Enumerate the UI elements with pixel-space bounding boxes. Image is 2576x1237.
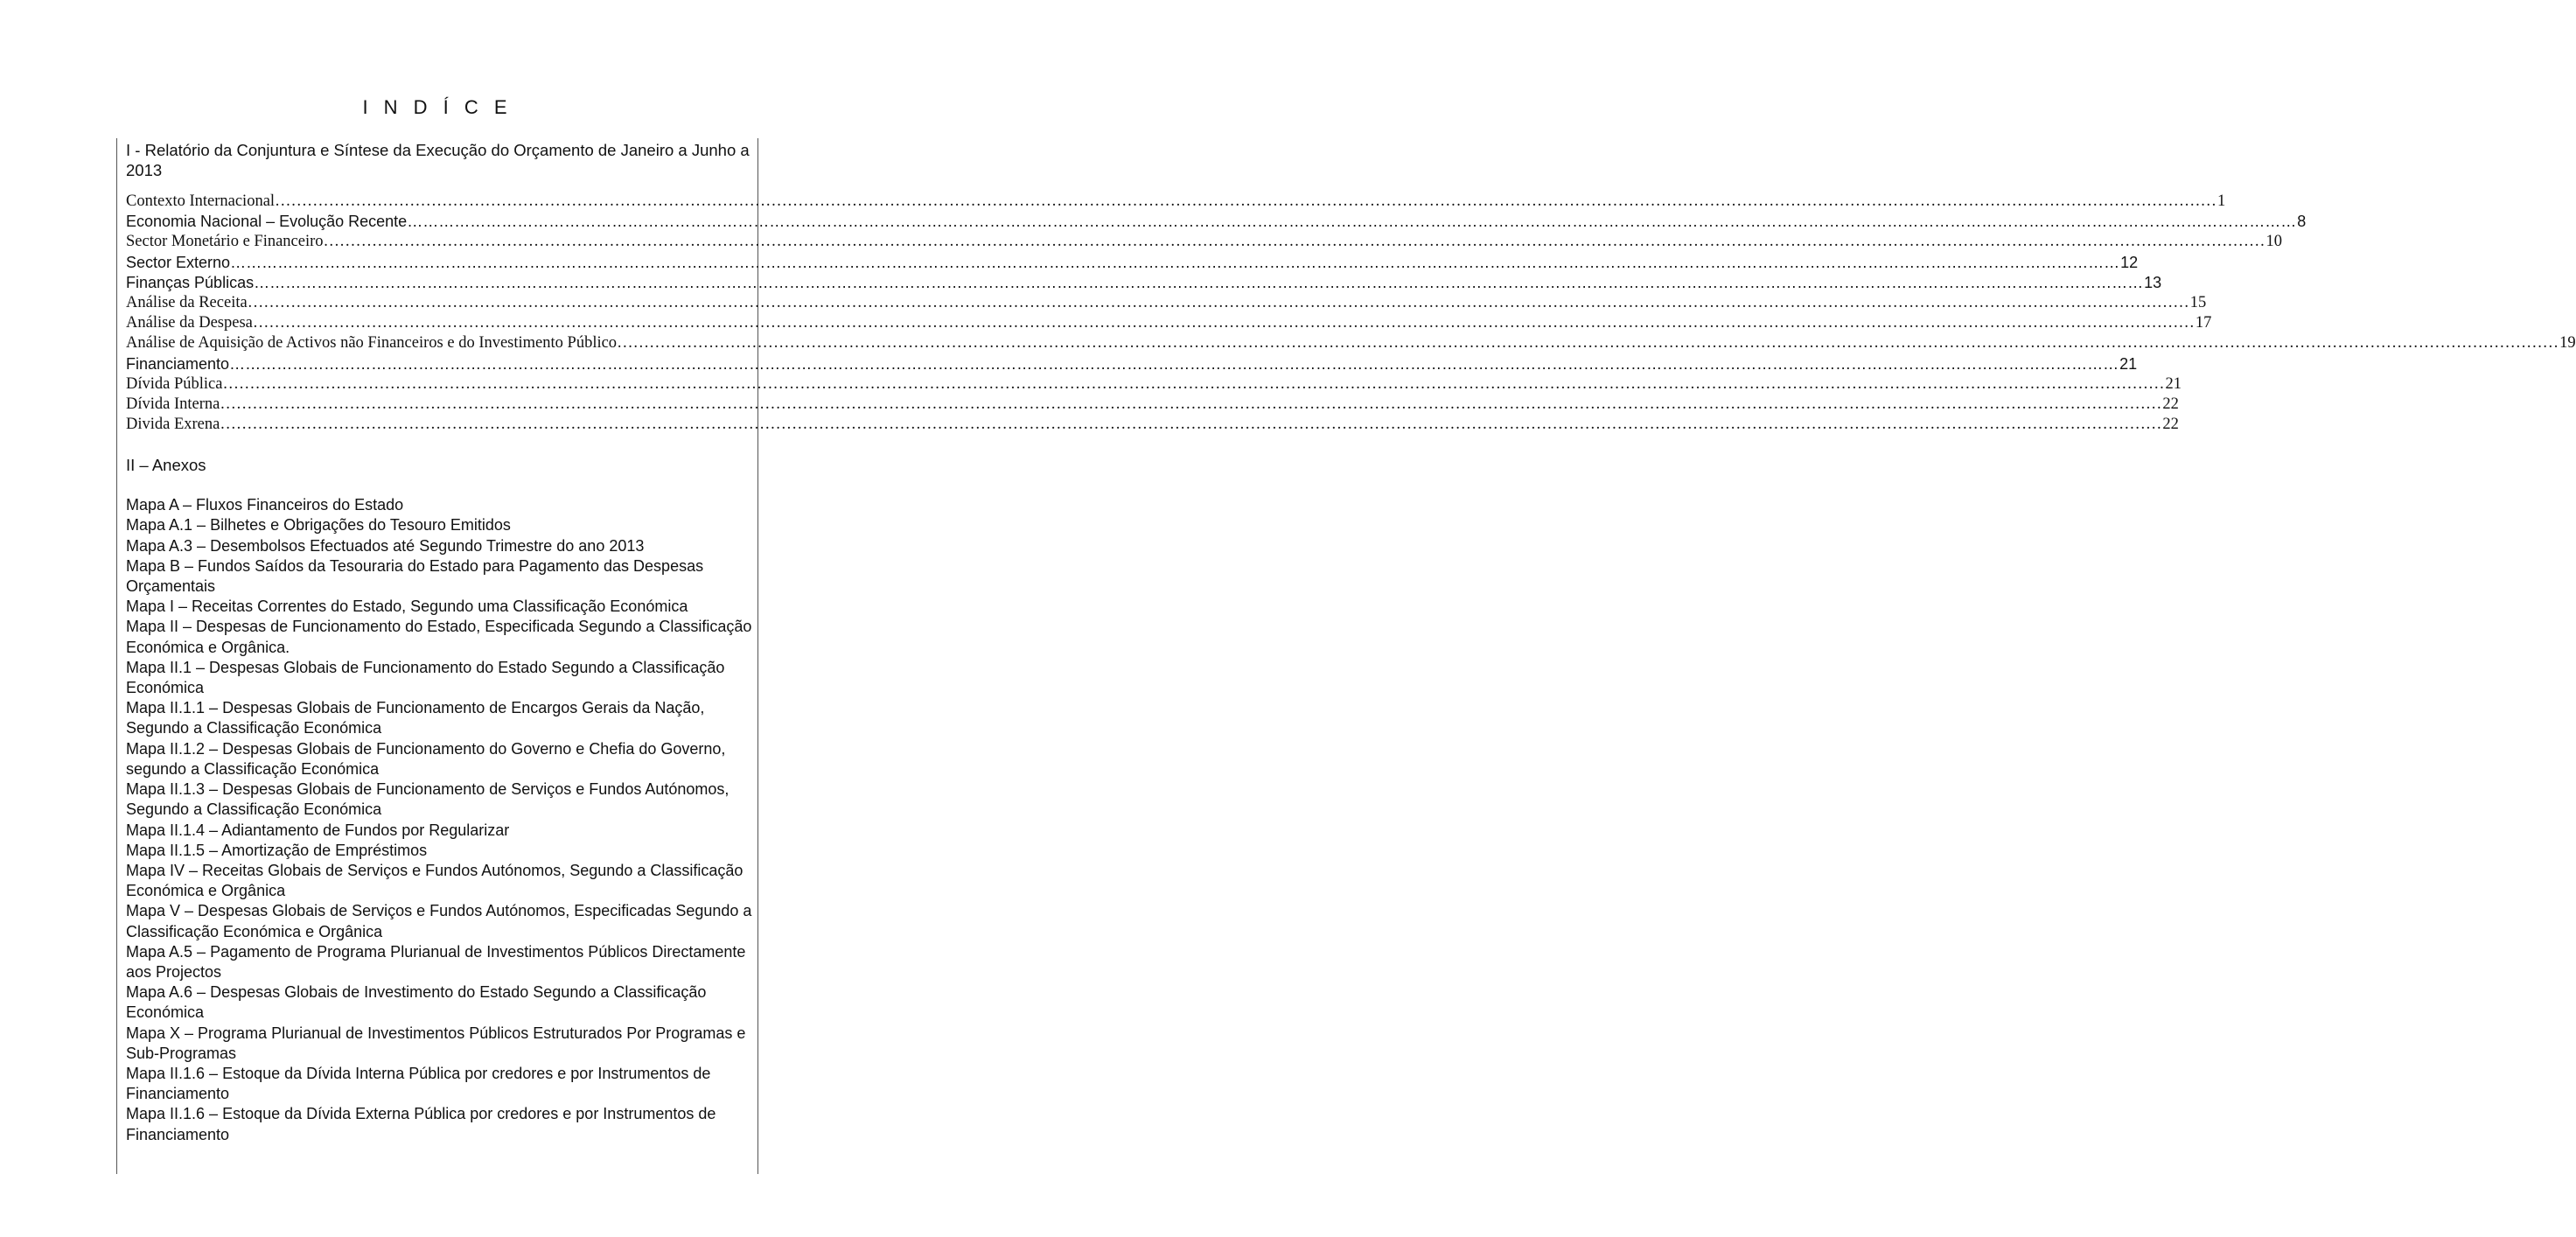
toc-dot-leader: ……………………………………………………………………………………………………………………………………………………………………………………………………………………………………………………………………………………………………………………………… xyxy=(275,192,2217,210)
annex-item[interactable]: Mapa II – Despesas de Funcionamento do Estado, Especificada Segundo a Classificação Económica e Orgânica. xyxy=(126,618,752,656)
toc-list xyxy=(126,192,2576,436)
toc-entry-label: Economia Nacional – Evolução Recente xyxy=(126,213,408,231)
toc-entry-label: Análise da Despesa xyxy=(126,314,253,332)
annex-item[interactable]: Mapa II.1.4 – Adiantamento de Fundos por Regularizar xyxy=(126,821,510,839)
toc-entry-label: Sector Monetário e Financeiro xyxy=(126,233,324,251)
annex-item[interactable]: Mapa IV – Receitas Globais de Serviços e Fundos Autónomos, Segundo a Classificação Económica e Orgânica xyxy=(126,861,743,900)
toc-dot-leader: ……………………………………………………………………………………………………………………………………………………………………………………………………………………………………………………………………………………………………………………………… xyxy=(220,416,2162,434)
toc-entry[interactable] xyxy=(126,273,2162,294)
toc-dot-leader: ……………………………………………………………………………………………………………………………………………………………………………………………………………………………………………………………………………………………………………………………… xyxy=(323,233,2265,251)
toc-page-number: 15 xyxy=(2189,293,2207,311)
annex-item[interactable]: Mapa II.1.1 – Despesas Globais de Funcionamento de Encargos Gerais da Nação, Segundo a Classificação Económica xyxy=(126,699,705,737)
toc-page-number: 17 xyxy=(2195,314,2212,332)
toc-entry[interactable] xyxy=(126,293,2207,314)
left-border-line xyxy=(116,138,117,1174)
toc-entry[interactable] xyxy=(126,233,2283,253)
toc-dot-leader: ……………………………………………………………………………………………………………………………………………………………………………………………………………………………………………………………………………………………………………………………… xyxy=(252,314,2195,332)
toc-entry[interactable] xyxy=(126,416,2179,436)
toc-page-number: 22 xyxy=(2162,395,2179,413)
section-1-heading: I - Relatório da Conjuntura e Síntese da Execução do Orçamento de Janeiro a Junho a 2013 xyxy=(126,141,750,179)
toc-entry[interactable] xyxy=(126,213,2307,233)
toc-dot-leader: ……………………………………………………………………………………………………………………………………………………………………………………………………………………………………………………………………………………………………………………………… xyxy=(407,213,2297,231)
toc-entry-label: Financiamento xyxy=(126,354,230,373)
annex-item[interactable]: Mapa II.1.5 – Amortização de Empréstimos xyxy=(126,841,428,859)
toc-page-number: 22 xyxy=(2162,416,2179,434)
toc-entry[interactable] xyxy=(126,395,2179,416)
toc-page-number: 19 xyxy=(2559,334,2576,353)
toc-entry-label: Dívida Interna xyxy=(126,395,220,413)
annex-item[interactable]: Mapa B – Fundos Saídos da Tesouraria do Estado para Pagamento das Despesas Orçamentais xyxy=(126,556,704,596)
annex-item[interactable]: Mapa A.1 – Bilhetes e Obrigações do Tesouro Emitidos xyxy=(126,516,511,535)
toc-entry[interactable] xyxy=(126,374,2182,395)
annex-item[interactable]: Mapa II.1.6 – Estoque da Dívida Externa Pública por credores e por Instrumentos de Financiamento xyxy=(126,1105,716,1143)
toc-dot-leader: ……………………………………………………………………………………………………………………………………………………………………………………………………………………………………………………………………………………………………………………………… xyxy=(617,334,2559,353)
annex-item[interactable]: Mapa II.1.6 – Estoque da Dívida Interna Pública por credores e por Instrumentos de Financiamento xyxy=(126,1064,711,1103)
toc-entry[interactable] xyxy=(126,314,2212,334)
annex-item[interactable]: Mapa V – Despesas Globais de Serviços e Fundos Autónomos, Especificadas Segundo a Classificação Económica e Orgânica xyxy=(126,902,752,940)
annex-item[interactable]: Mapa I – Receitas Correntes do Estado, Segundo uma Classificação Económica xyxy=(126,598,688,616)
toc-page-number: 13 xyxy=(2144,273,2162,291)
page-title: I N D Í C E xyxy=(362,96,513,118)
annex-item[interactable]: Mapa A.3 – Desembolsos Efectuados até Segundo Trimestre do ano 2013 xyxy=(126,536,645,555)
annex-item[interactable]: Mapa II.1.3 – Despesas Globais de Funcionamento de Serviços e Fundos Autónomos, Segundo a Classificação Económica xyxy=(126,780,730,819)
toc-dot-leader: ……………………………………………………………………………………………………………………………………………………………………………………………………………………………………………………………………………………………………………………………… xyxy=(247,293,2189,311)
annex-list xyxy=(126,495,752,1145)
index-content xyxy=(126,140,2576,1145)
toc-entry-label: Dívida Pública xyxy=(126,374,223,393)
toc-entry[interactable] xyxy=(126,192,2226,213)
annex-item[interactable]: Mapa II.1 – Despesas Globais de Funcionamento do Estado Segundo a Classificação Económica xyxy=(126,658,725,697)
toc-entry-label: Análise da Receita xyxy=(126,293,248,311)
toc-page-number: 10 xyxy=(2265,233,2283,251)
toc-dot-leader: ……………………………………………………………………………………………………………………………………………………………………………………………………………………………………………………………………………………………………………………………… xyxy=(220,395,2162,413)
toc-entry-label: Análise de Aquisição de Activos não Financeiros e do Investimento Público xyxy=(126,334,618,353)
toc-entry-label: Divida Exrena xyxy=(126,416,220,434)
annex-item[interactable]: Mapa II.1.2 – Despesas Globais de Funcionamento do Governo e Chefia do Governo, segundo a Classificação Económica xyxy=(126,739,726,778)
toc-entry-label: Contexto Internacional xyxy=(126,192,276,210)
annex-item[interactable]: Mapa X – Programa Plurianual de Investimentos Públicos Estruturados Por Programas e Sub-Programas xyxy=(126,1024,746,1062)
toc-entry-label: Sector Externo xyxy=(126,253,231,271)
annex-item[interactable]: Mapa A.5 – Pagamento de Programa Plurianual de Investimentos Públicos Directamente aos Projectos xyxy=(126,942,746,981)
toc-entry[interactable] xyxy=(126,354,2138,375)
toc-page-number: 21 xyxy=(2119,354,2138,373)
toc-page-number: 1 xyxy=(2217,192,2226,210)
toc-dot-leader: ……………………………………………………………………………………………………………………………………………………………………………………………………………………………………………………………………………………………………………………………… xyxy=(230,253,2120,271)
toc-entry[interactable] xyxy=(126,334,2576,354)
toc-entry[interactable] xyxy=(126,253,2139,274)
annex-item[interactable]: Mapa A – Fluxos Financeiros do Estado xyxy=(126,496,404,514)
toc-dot-leader: ……………………………………………………………………………………………………………………………………………………………………………………………………………………………………………………………………………………………………………………………… xyxy=(229,354,2119,373)
section-2-heading: II – Anexos xyxy=(126,456,206,475)
annex-item[interactable]: Mapa A.6 – Despesas Globais de Investimento do Estado Segundo a Classificação Económica xyxy=(126,983,707,1022)
toc-dot-leader: ……………………………………………………………………………………………………………………………………………………………………………………………………………………………………………………………………………………………………………………………… xyxy=(254,273,2144,291)
toc-entry-label: Finanças Públicas xyxy=(126,273,255,291)
toc-page-number: 21 xyxy=(2165,374,2182,393)
toc-page-number: 8 xyxy=(2297,213,2307,231)
toc-page-number: 12 xyxy=(2120,253,2139,271)
toc-dot-leader: ……………………………………………………………………………………………………………………………………………………………………………………………………………………………………………………………………………………………………………………………… xyxy=(222,374,2165,393)
